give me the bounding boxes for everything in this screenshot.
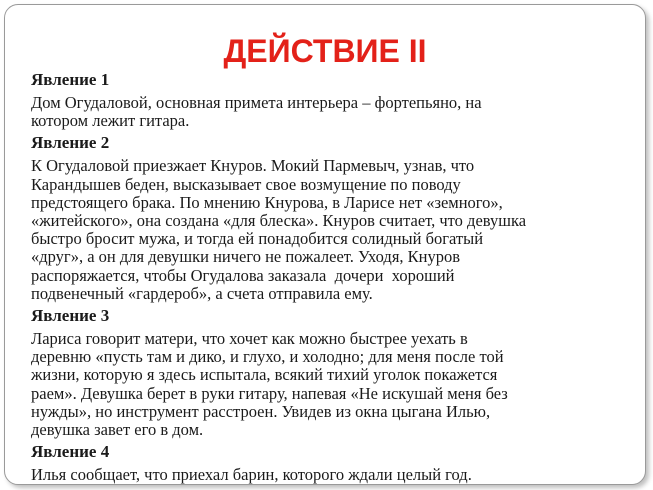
text-line: Карандышев беден, высказывает свое возмущение по поводу [31,174,461,194]
text-line: «житейского», она создана «для блеска». Кнуров считает, что девушка [31,211,527,231]
section-scene-4 [31,441,631,484]
text-line: Дом Огудаловой, основная примета интерьера – фортепьяно, на [31,93,482,112]
text-line: нужды», но инструмент расстроен. Увидев из окна цыгана Илью, [31,401,491,421]
section-scene-2 [31,132,631,303]
text-line: быстро бросит мужа, и тогда ей понадобится солидный богатый [31,229,484,249]
text-line: распоряжается, чтобы Огудалова заказала дочери хороший [31,265,455,285]
text-line: жизни, которую я здесь испытала, всякий тихий уголок покажется [31,365,498,385]
text-line: К Огудаловой приезжает Кнуров. Мокий Пармевыч, узнав, что [31,156,475,176]
section-scene-3 [31,305,631,439]
text-line: «друг», а он для девушки ничего не пожалеет. Уходя, Кнуров [31,247,461,267]
section-text [31,157,631,303]
text-line: котором лежит гитара. [31,111,190,131]
text-line: деревню «пусть там и дико, и глухо, и холодно; для меня после той [31,347,504,367]
slide [4,4,646,485]
section-text [31,330,631,439]
section-text [31,94,631,130]
section-heading: Явление 4 [31,442,110,462]
slide-title: ДЕЙСТВИЕ II [223,33,427,69]
section-heading: Явление 2 [31,133,110,153]
section-scene-1 [31,69,631,130]
text-line: подвенечный «гардероб», а счета отправила ему. [31,283,373,303]
section-text [31,466,631,484]
slide-content [31,69,631,485]
text-line: раем». Девушка берет в руки гитару, напевая «Не искушай меня без [31,383,508,403]
section-heading: Явление 3 [31,306,110,326]
section-heading: Явление 1 [31,70,110,89]
text-line: девушка завет его в дом. [31,420,204,440]
text-line: Илья сообщает, что приехал барин, которого ждали целый год. [31,465,472,485]
text-line: Лариса говорит матери, что хочет как можно быстрее уехать в [31,329,468,349]
text-line: предстоящего брака. По мнению Кнурова, в Ларисе нет «земного», [31,192,503,212]
